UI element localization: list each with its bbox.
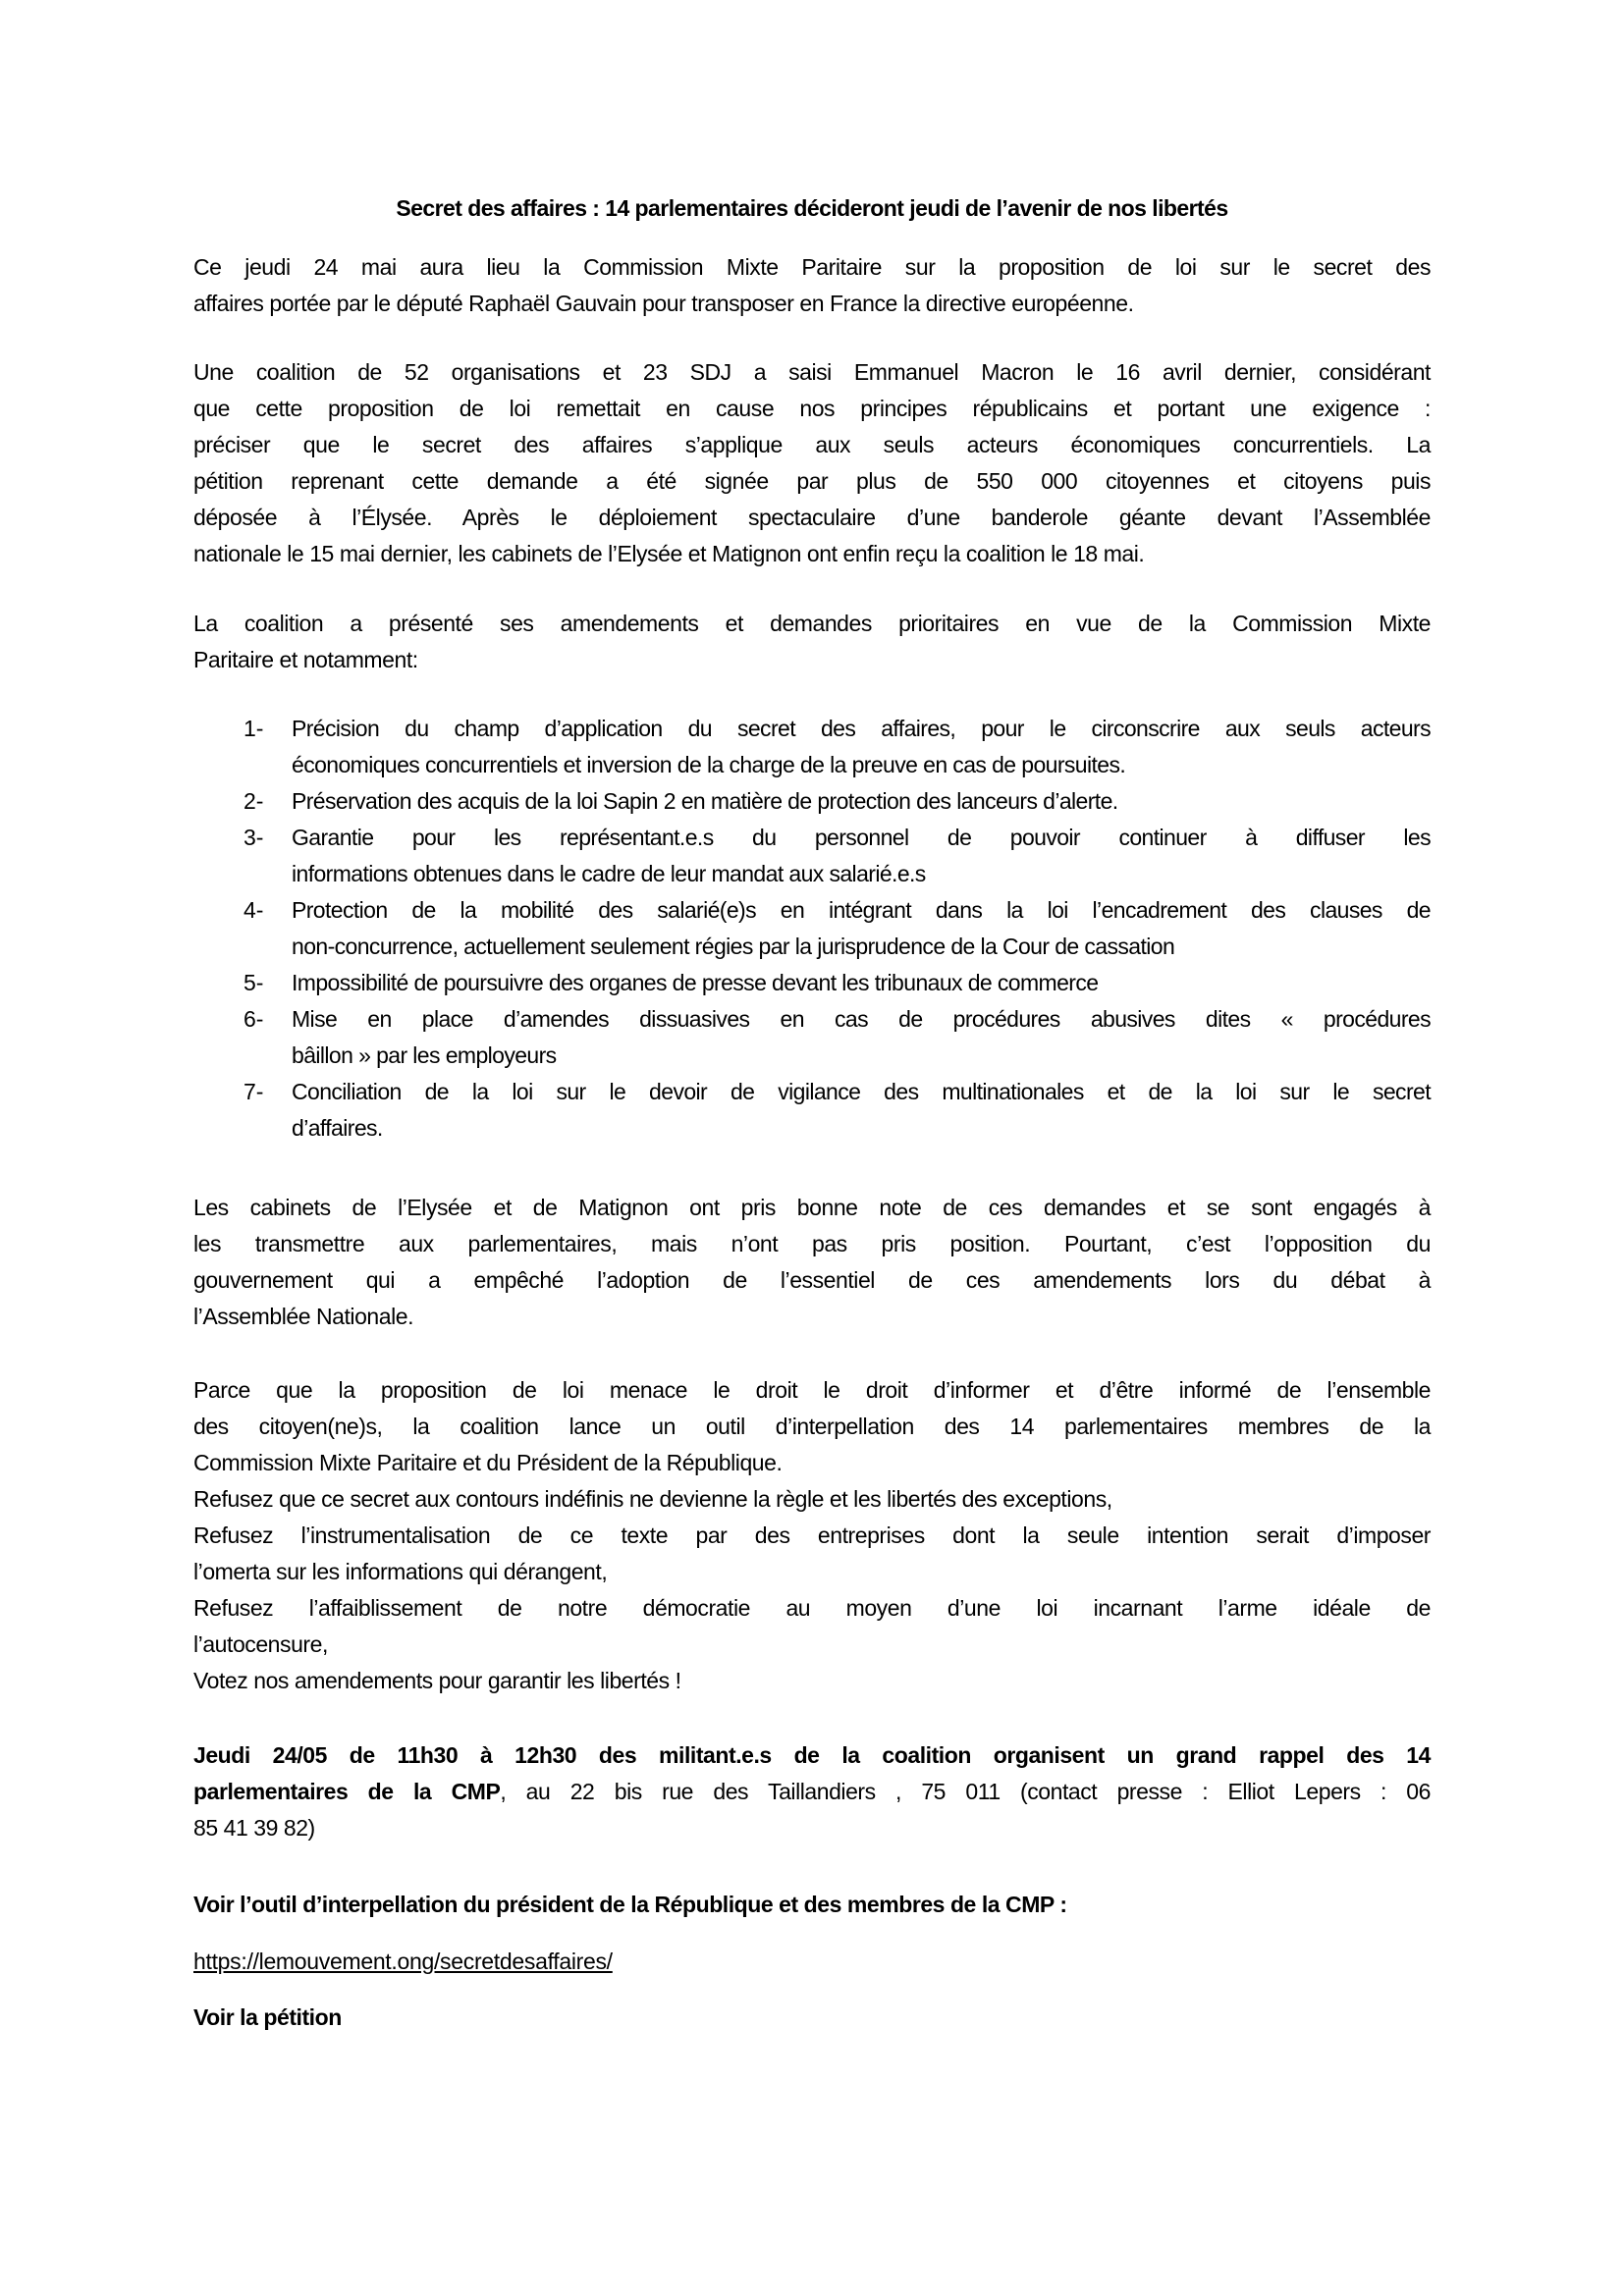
- text-line: Commission Mixte Paritaire et du Président de la République.: [193, 1450, 783, 1475]
- list-text-line: bâillon » par les employeurs: [292, 1042, 557, 1068]
- list-number: 1-: [244, 716, 264, 741]
- document-title: Secret des affaires : 14 parlementaires décideront jeudi de l’avenir de nos libertés: [396, 195, 1228, 221]
- text-line: Votez nos amendements pour garantir les libertés !: [193, 1668, 681, 1693]
- text-line: Refusez l’affaiblissement de notre démocratie au moyen d’une loi incarnant l’arme idéale de: [193, 1595, 1431, 1621]
- list-text-line: Garantie pour les représentant.e.s du personnel de pouvoir continuer à diffuser les: [292, 825, 1431, 850]
- event-bold-text: parlementaires de la CMP: [193, 1779, 501, 1804]
- text-line: l’omerta sur les informations qui dérangent,: [193, 1559, 608, 1584]
- text-line: Une coalition de 52 organisations et 23 SDJ a saisi Emmanuel Macron le 16 avril dernier, considérant: [193, 359, 1431, 385]
- text-line: pétition reprenant cette demande a été signée par plus de 550 000 citoyennes et citoyens puis: [193, 468, 1431, 494]
- event-contact-line: 85 41 39 82): [193, 1815, 315, 1841]
- list-text-line: économiques concurrentiels et inversion de la charge de la preuve en cas de poursuites.: [292, 752, 1126, 777]
- text-line: l’autocensure,: [193, 1631, 328, 1657]
- text-line: Refusez l’instrumentalisation de ce texte par des entreprises dont la seule intention serait d’imposer: [193, 1522, 1431, 1548]
- tool-heading: Voir l’outil d’interpellation du président de la République et des membres de la CMP :: [193, 1892, 1067, 1917]
- list-text-line: Mise en place d’amendes dissuasives en cas de procédures abusives dites « procédures: [292, 1006, 1431, 1032]
- text-line: Parce que la proposition de loi menace le droit le droit d’informer et d’être informé de l’ensemble: [193, 1377, 1431, 1403]
- list-text-line: Impossibilité de poursuivre des organes de presse devant les tribunaux de commerce: [292, 970, 1099, 995]
- list-text-line: Conciliation de la loi sur le devoir de vigilance des multinationales et de la loi sur le secret: [292, 1079, 1431, 1104]
- list-text-line: Précision du champ d’application du secret des affaires, pour le circonscrire aux seuls acteurs: [292, 716, 1431, 741]
- text-line: préciser que le secret des affaires s’applique aux seuls acteurs économiques concurrentiels. La: [193, 432, 1431, 457]
- text-line: Les cabinets de l’Elysée et de Matignon ont pris bonne note de ces demandes et se sont engagés à: [193, 1195, 1431, 1220]
- event-line: [193, 1777, 1431, 1806]
- list-text-line: d’affaires.: [292, 1115, 383, 1141]
- list-text-line: Protection de la mobilité des salarié(e)s en intégrant dans la loi l’encadrement des clauses de: [292, 897, 1431, 923]
- text-line: l’Assemblée Nationale.: [193, 1304, 414, 1329]
- text-line: que cette proposition de loi remettait en cause nos principes républicains et portant une exigence :: [193, 396, 1431, 421]
- text-line: les transmettre aux parlementaires, mais n’ont pas pris position. Pourtant, c’est l’opposition du: [193, 1231, 1431, 1256]
- list-number: 2-: [244, 788, 264, 814]
- text-line: La coalition a présenté ses amendements et demandes prioritaires en vue de la Commission Mixte: [193, 611, 1431, 636]
- text-line: affaires portée par le député Raphaël Gauvain pour transposer en France la directive européenne.: [193, 291, 1134, 316]
- list-text-line: informations obtenues dans le cadre de leur mandat aux salarié.e.s: [292, 861, 926, 886]
- list-number: 7-: [244, 1079, 264, 1104]
- event-address-text: , au 22 bis rue des Taillandiers , 75 011 (contact presse : Elliot Lepers : 06: [500, 1779, 1431, 1804]
- list-text-line: Préservation des acquis de la loi Sapin 2 en matière de protection des lanceurs d’alerte.: [292, 788, 1118, 814]
- list-number: 3-: [244, 825, 264, 850]
- secret-des-affaires-link[interactable]: https://lemouvement.ong/secretdesaffaires/: [193, 1949, 613, 1974]
- list-number: 4-: [244, 897, 264, 923]
- text-line: des citoyen(ne)s, la coalition lance un outil d’interpellation des 14 parlementaires membres de la: [193, 1414, 1431, 1439]
- list-number: 6-: [244, 1006, 264, 1032]
- petition-heading[interactable]: Voir la pétition: [193, 2004, 342, 2030]
- text-line: Ce jeudi 24 mai aura lieu la Commission Mixte Paritaire sur la proposition de loi sur le secret des: [193, 254, 1431, 280]
- text-line: Paritaire et notamment:: [193, 647, 418, 672]
- text-line: Refusez que ce secret aux contours indéfinis ne devienne la règle et les libertés des exceptions,: [193, 1486, 1112, 1512]
- text-line: déposée à l’Élysée. Après le déploiement spectaculaire d’une banderole géante devant l’Assemblée: [193, 505, 1431, 530]
- event-line-bold: Jeudi 24/05 de 11h30 à 12h30 des militant.e.s de la coalition organisent un grand rappel des 14: [193, 1742, 1431, 1768]
- list-text-line: non-concurrence, actuellement seulement régies par la jurisprudence de la Cour de cassation: [292, 934, 1175, 959]
- text-line: nationale le 15 mai dernier, les cabinets de l’Elysée et Matignon ont enfin reçu la coalition le 18 mai.: [193, 541, 1145, 566]
- text-line: gouvernement qui a empêché l’adoption de l’essentiel de ces amendements lors du débat à: [193, 1267, 1431, 1293]
- list-number: 5-: [244, 970, 264, 995]
